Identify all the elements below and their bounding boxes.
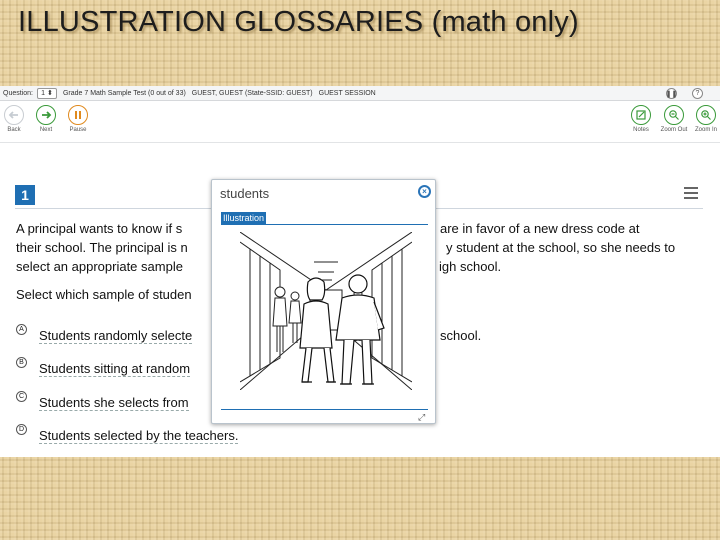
tab-illustration[interactable]: Illustration bbox=[223, 213, 265, 223]
back-arrow-icon bbox=[4, 105, 24, 125]
stem-line-1b: are in favor of a new dress code at bbox=[440, 221, 640, 236]
question-number-badge: 1 bbox=[15, 185, 35, 205]
stem-line-2b: y student at the school, so she needs to bbox=[446, 240, 676, 255]
test-app-window bbox=[0, 86, 720, 457]
stem-line-2a: their school. The principal is n bbox=[16, 240, 188, 255]
option-text-a: Students randomly selecte bbox=[39, 328, 193, 343]
zoom-out-label: Zoom Out bbox=[660, 127, 688, 133]
zoom-out-icon bbox=[664, 105, 684, 125]
glossary-term: students bbox=[220, 186, 270, 201]
glossary-popup bbox=[211, 179, 436, 424]
slide-title: ILLUSTRATION GLOSSARIES (math only) bbox=[18, 6, 579, 38]
stem-line-1a: A principal wants to know if s bbox=[16, 221, 183, 236]
next-arrow-icon bbox=[36, 105, 56, 125]
option-tail-a: school. bbox=[440, 328, 482, 343]
glossary-tab-underline bbox=[221, 224, 428, 225]
students-illustration bbox=[240, 232, 412, 390]
toolbar-divider bbox=[0, 142, 720, 143]
guest-info: GUEST, GUEST (State-SSID: GUEST) bbox=[191, 89, 313, 97]
question-prompt: Select which sample of studen bbox=[16, 287, 192, 302]
notes-label: Notes bbox=[633, 127, 649, 133]
option-letter-a[interactable]: A bbox=[16, 324, 27, 335]
expand-icon[interactable]: ⤢ bbox=[418, 412, 426, 422]
pause-button[interactable] bbox=[58, 105, 98, 133]
option-text-c: Students she selects from bbox=[39, 395, 189, 410]
zoom-in-icon bbox=[696, 105, 716, 125]
stem-line-3a: select an appropriate sample bbox=[16, 259, 183, 274]
back-label: Back bbox=[7, 127, 21, 133]
zoom-in-button[interactable] bbox=[686, 105, 720, 133]
option-letter-d[interactable]: D bbox=[16, 424, 27, 435]
help-icon[interactable]: ? bbox=[692, 88, 703, 99]
test-info: Grade 7 Math Sample Test (0 out of 33) bbox=[62, 89, 186, 97]
question-select[interactable]: 1 ⬍ bbox=[37, 88, 57, 99]
notes-icon bbox=[631, 105, 651, 125]
close-icon[interactable]: × bbox=[418, 185, 431, 198]
hamburger-menu-icon[interactable] bbox=[684, 187, 698, 202]
pause-icon bbox=[68, 105, 88, 125]
question-label: Question: bbox=[3, 89, 33, 97]
glossary-bottom-line bbox=[221, 409, 428, 410]
pause-label: Pause bbox=[69, 127, 87, 133]
next-label: Next bbox=[39, 127, 53, 133]
option-letter-c[interactable]: C bbox=[16, 391, 27, 402]
top-bar bbox=[0, 86, 720, 101]
zoom-in-label: Zoom In bbox=[694, 127, 717, 133]
session-info: GUEST SESSION bbox=[318, 89, 376, 97]
stem-line-3b: igh school. bbox=[439, 259, 502, 274]
pause-icon[interactable]: ❚❚ bbox=[666, 88, 677, 99]
option-text-d: Students selected by the teachers. bbox=[39, 428, 239, 443]
option-text-b: Students sitting at random bbox=[39, 361, 191, 376]
option-letter-b[interactable]: B bbox=[16, 357, 27, 368]
